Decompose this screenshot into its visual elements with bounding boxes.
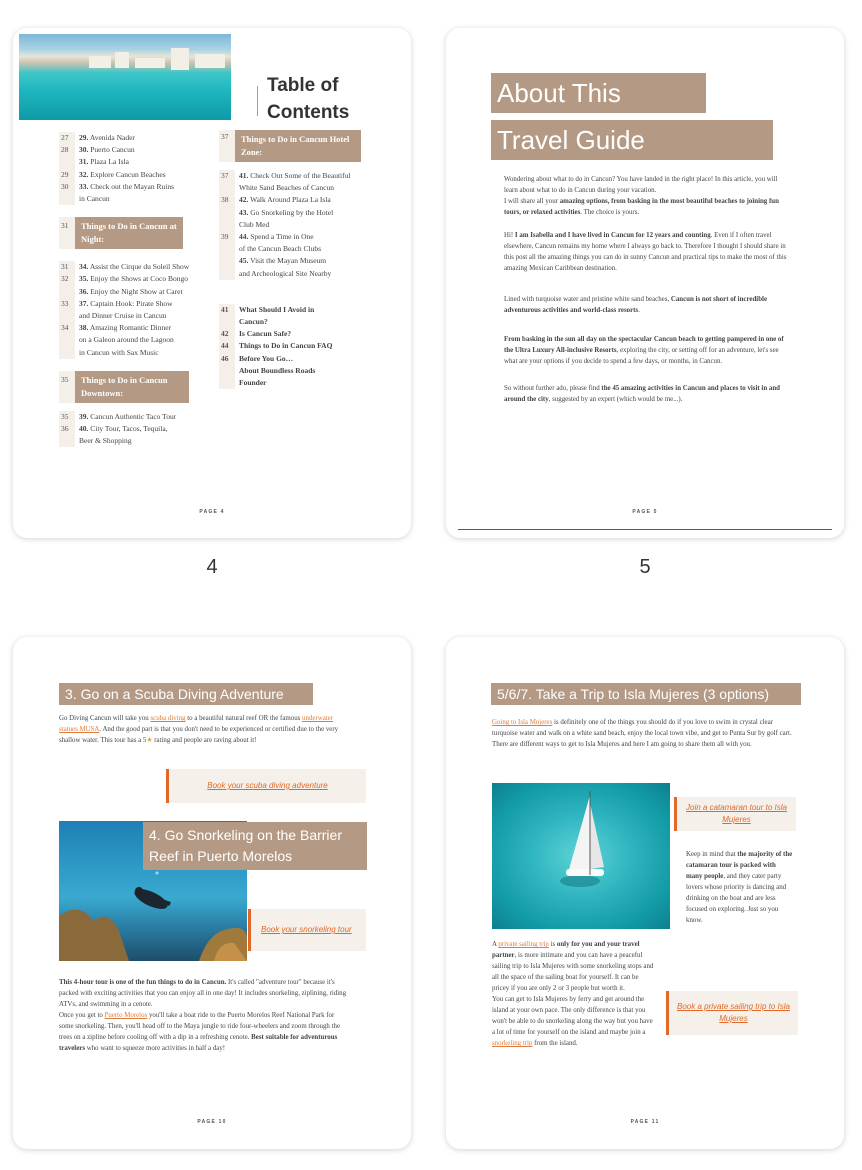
toc-entry-text	[235, 353, 293, 365]
toc-section-hotel[interactable]	[219, 130, 371, 162]
toc-entry-label: Assist the Cirque du Soleil Show	[89, 262, 190, 272]
toc-page-number: 37	[219, 170, 235, 182]
toc-entry-label: Club Med	[239, 219, 270, 229]
toc-entry-number: 34.	[79, 262, 89, 272]
toc-page-number	[219, 255, 235, 267]
star-icon: ★	[146, 737, 153, 744]
toc-entry-label: Beer & Shopping	[79, 436, 132, 446]
toc-entry[interactable]	[59, 156, 209, 168]
toc-entry-text	[235, 377, 267, 389]
toc-entry-text	[235, 255, 326, 267]
toc-entry-number: 44.	[239, 232, 249, 242]
page-card-10[interactable]	[13, 637, 411, 1149]
toc-entry[interactable]	[219, 377, 371, 389]
toc-entry-number: 41.	[239, 171, 249, 180]
toc-page-number: 32	[59, 273, 75, 285]
toc-entry-label: and Archeological Site Nearby	[239, 268, 332, 278]
about-title-line1: About This	[491, 73, 706, 113]
toc-entry-label: Explore Cancun Beaches	[90, 169, 166, 179]
toc-entry-label: Walk Around Plaza La Isla	[250, 195, 331, 205]
toc-page-number	[59, 156, 75, 168]
toc-entry-text	[75, 193, 110, 205]
toc-entry-text	[75, 310, 166, 322]
toc-entry[interactable]	[219, 365, 371, 377]
toc-entry[interactable]	[59, 132, 209, 144]
toc-page-number: 42	[219, 328, 235, 340]
toc-entry-number: 30.	[79, 145, 89, 155]
toc-entry-label: Things to Do in Cancun FAQ	[239, 341, 333, 351]
toc-page-number: 33	[59, 298, 75, 310]
toc-entry-text	[235, 316, 268, 328]
toc-page-number: 35	[59, 411, 75, 423]
toc-section-heading: Things to Do in Cancun Downtown:	[75, 371, 189, 403]
toc-page-number: 41	[219, 304, 235, 316]
toc-entry-label: What Should I Avoid in	[239, 304, 315, 314]
toc-entry-number: 29.	[79, 133, 89, 142]
private-sailing-paragraph: A private sailing trip is only for you and your travel partner, is more intimate and you can have a peaceful sailing trip to Isla Mujeres with some snorkeling stops and all the space of the sailing boat for yourself. It can be pricey if you are only 2 or 3 people but worth it. You can get to Isla Mujeres by ferry and get around the island at your own pace. The only difference is that you won't be able to do snorkeling along the way but you have a lot of time for yourself on the island and maybe join a snorkeling trip from the island.	[492, 941, 654, 1047]
section-heading-isla-mujeres: 5/6/7. Take a Trip to Isla Mujeres (3 options)	[491, 683, 801, 705]
toc-entry-label: Visit the Mayan Museum	[250, 256, 327, 266]
about-paragraph: Lined with turquoise water and pristine white sand beaches, Cancun is not short of incredible adventurous activities and world-class resorts.	[504, 296, 768, 314]
toc-entry[interactable]	[59, 273, 209, 285]
toc-entry-text	[75, 435, 132, 447]
toc-entry[interactable]	[59, 334, 209, 346]
toc-entry-text	[235, 340, 332, 352]
toc-entry-label: Cancun Authentic Taco Tour	[90, 411, 177, 421]
toc-entry-text	[75, 132, 135, 144]
puerto-morelos-link[interactable]: Puerto Morelos	[104, 1012, 148, 1019]
page-footer: PAGE 11	[630, 1119, 660, 1125]
page-card-11[interactable]	[446, 637, 844, 1149]
toc-entry-text	[75, 261, 189, 273]
isla-intro-paragraph: Going to Isla Mujeres is definitely one of the things you should do if you love to swim in crystal clear turquoise water and walk on a white sand beach, enjoy the local town vibe, and get to Punta Sur by golf cart. There are different ways to get to Isla Mujeres and here I am going to share them all with you.	[492, 719, 792, 748]
toc-entry-label: About Boundless Roads	[239, 365, 316, 375]
toc-title-line1: Table of	[267, 75, 339, 96]
toc-entry-text	[75, 423, 168, 435]
toc-page-number	[59, 286, 75, 298]
toc-entry[interactable]	[219, 316, 371, 328]
toc-column-right	[219, 130, 371, 389]
toc-entry[interactable]	[59, 261, 209, 273]
toc-entry-label: on a Galeon around the Lagoon	[79, 335, 174, 345]
toc-entry-label: Founder	[239, 378, 267, 388]
toc-entry[interactable]	[59, 310, 209, 322]
toc-page-number	[219, 377, 235, 389]
toc-entry[interactable]	[59, 435, 209, 447]
toc-entry-label: Check out the Mayan Ruins	[90, 181, 174, 191]
private-sailing-link[interactable]: private sailing trip	[498, 941, 549, 948]
toc-entry-number: 32.	[79, 169, 89, 179]
toc-entry-number: 39.	[79, 411, 89, 421]
toc-entry-text	[235, 231, 314, 243]
toc-entry-text	[75, 286, 183, 298]
about-paragraph: Hi! I am Isabella and I have lived in Cancun for 12 years and counting. Even if I often travel elsewhere, Cancun remains my home where I always go back to. Therefore I thought I should share in this post all the amazing things you can do in sunny Cancun and practical tips to make the most of this amazing Mexican Caribbean destination.	[504, 232, 787, 272]
toc-column-left	[59, 132, 209, 447]
toc-entry-label: Is Cancun Safe?	[239, 329, 292, 339]
toc-entry-label: Cancun?	[239, 317, 268, 327]
toc-entry[interactable]	[59, 181, 209, 193]
toc-entry-number: 38.	[79, 323, 89, 333]
toc-entry[interactable]	[219, 219, 371, 231]
page-footer: PAGE 5	[632, 509, 658, 515]
section-heading-scuba: 3. Go on a Scuba Diving Adventure	[59, 683, 313, 705]
toc-entry[interactable]	[59, 169, 209, 181]
toc-entry-number: 33.	[79, 181, 89, 191]
toc-entry-label: in Cancun	[79, 194, 110, 204]
musa-link[interactable]: underwater statues MUSA	[59, 715, 334, 733]
toc-section-night[interactable]	[59, 217, 209, 249]
toc-entry-number: 40.	[79, 424, 89, 434]
toc-entry-number: 45.	[239, 256, 249, 266]
toc-page-number: 39	[219, 231, 235, 243]
toc-entry-text	[75, 273, 188, 285]
toc-page-number: 35	[59, 371, 75, 403]
toc-entry-text	[235, 328, 291, 340]
toc-page-number: 29	[59, 169, 75, 181]
toc-entry-text	[235, 219, 269, 231]
toc-entry-text	[75, 169, 166, 181]
toc-entry-number: 36.	[79, 286, 89, 296]
toc-entry[interactable]	[59, 322, 209, 334]
book-private-sailing-button[interactable]: Book a private sailing trip to Isla Mujeres	[666, 991, 798, 1035]
toc-entry-text	[75, 298, 173, 310]
toc-entry-number: 31.	[79, 157, 89, 167]
toc-entry-label: Enjoy the Night Show at Caret	[90, 286, 183, 296]
about-title-line2: Travel Guide	[491, 120, 773, 160]
toc-entry-text	[235, 268, 331, 280]
toc-entry[interactable]	[219, 243, 371, 255]
page-footer: PAGE 4	[199, 509, 225, 515]
title-divider	[257, 86, 258, 116]
toc-entry-label: Go Snorkeling by the Hotel	[250, 207, 334, 217]
toc-entry-label: Spend a Time in One	[250, 232, 314, 242]
about-paragraph: So without further ado, please find the 45 amazing activities in Cancun and places to visit in and around the city, suggested by an expert (which would be me...).	[504, 385, 781, 403]
toc-page-number	[219, 316, 235, 328]
toc-entry-label: Before You Go…	[239, 353, 294, 363]
toc-page-number: 46	[219, 353, 235, 365]
page-label-5: 5	[639, 556, 651, 578]
toc-entry[interactable]	[219, 255, 371, 267]
page-footer: PAGE 10	[197, 1119, 227, 1125]
section-heading-snorkeling: 4. Go Snorkeling on the Barrier Reef in Puerto Morelos	[143, 822, 367, 870]
toc-page-number: 30	[59, 181, 75, 193]
toc-entry-label: Avenida Nader	[89, 133, 135, 142]
toc-entry[interactable]	[219, 268, 371, 280]
toc-entry-label: Check Out Some of the Beautiful	[250, 171, 351, 180]
page-card-5[interactable]	[446, 28, 844, 538]
toc-entry-label: Enjoy the Shows at Coco Bongo	[90, 274, 188, 284]
toc-entry[interactable]	[219, 340, 371, 352]
toc-page-number	[219, 207, 235, 219]
toc-entry[interactable]	[59, 144, 209, 156]
toc-entry[interactable]	[59, 298, 209, 310]
toc-page-number	[59, 310, 75, 322]
toc-page-number	[219, 219, 235, 231]
toc-page-number: 28	[59, 144, 75, 156]
toc-entry-label: and Dinner Cruise in Cancun	[79, 311, 167, 321]
scuba-diving-link[interactable]: scuba diving	[150, 715, 186, 722]
toc-entry-text	[235, 207, 333, 219]
toc-entry-text	[75, 322, 171, 334]
toc-entry-label: in Cancun with Sax Music	[79, 347, 159, 357]
toc-page-number: 31	[59, 261, 75, 273]
bottom-rule	[458, 529, 832, 530]
toc-entry-text	[75, 144, 135, 156]
toc-page-number: 37	[219, 130, 235, 162]
toc-page-number: 27	[59, 132, 75, 144]
toc-entry[interactable]	[59, 193, 209, 205]
toc-entry-text	[75, 181, 174, 193]
toc-entry[interactable]	[59, 347, 209, 359]
toc-entry-label: Plaza La Isla	[90, 157, 129, 167]
toc-entry[interactable]	[219, 328, 371, 340]
toc-entry[interactable]	[219, 231, 371, 243]
about-paragraph: From basking in the sun all day on the spectacular Cancun beach to getting pampered in one of the Ultra Luxury All-inclusive Resorts, exploring the city, or setting off for an adventure, let's see what are your options if you decide to spend a few days, or months, in Cancun.	[504, 336, 784, 365]
toc-page-number	[59, 334, 75, 346]
toc-entry-label: City Tour, Tacos, Tequila,	[90, 424, 168, 434]
toc-page-number	[219, 268, 235, 280]
toc-page-number	[219, 243, 235, 255]
toc-entry-label: Puerto Cancun	[90, 145, 135, 155]
toc-section-downtown[interactable]	[59, 371, 209, 403]
toc-entry-text	[75, 334, 174, 346]
snorkeling-paragraph: This 4-hour tour is one of the fun things to do in Cancun. It's called "adventure tour" because it's packed with exciting activities that you can enjoy all in one day! It includes snorkeling, ziplining, riding ATVs, and swimming in a cenote. Once you get to Puerto Morelos you'll take a boat ride to the Puerto Morelos Reef National Park for some snorkeling. Then, you'll head off to the Maya jungle to ride four-wheelers and zoom through the trees on a zipline before cooling off with a dip in a refreshing cenote. Best suitable for adventurous travelers who want to squeeze more activities in half a day!	[59, 979, 347, 1052]
toc-page-number: 34	[59, 322, 75, 334]
toc-entry-text	[235, 243, 321, 255]
toc-page-number	[219, 182, 235, 194]
about-paragraph: Wondering about what to do in Cancun? You have landed in the right place! In this article, you will learn about what to do in Cancun during your vacation. I will share all your amazing options, from basking in the most beautiful beaches to joining fun tours, or relaxed activities. The choice is yours.	[504, 176, 779, 216]
toc-entry-text	[75, 411, 176, 423]
toc-title-line2: Contents	[267, 102, 350, 123]
toc-entry[interactable]	[219, 304, 371, 316]
toc-entry[interactable]	[219, 207, 371, 219]
toc-entry-label: of the Cancun Beach Clubs	[239, 244, 322, 254]
snorkeling-trip-link[interactable]: snorkeling trip	[492, 1040, 533, 1047]
toc-entry[interactable]	[59, 423, 209, 435]
toc-page-number	[59, 435, 75, 447]
going-to-isla-link[interactable]: Going to Isla Mujeres	[492, 719, 553, 726]
toc-entry-text	[235, 182, 334, 194]
toc-page-number: 44	[219, 340, 235, 352]
toc-entry-label: Amazing Romantic Dinner	[89, 323, 172, 333]
book-scuba-button[interactable]: Book your scuba diving adventure	[166, 769, 366, 803]
toc-page-number	[59, 193, 75, 205]
scuba-paragraph: Go Diving Cancun will take you scuba diving to a beautiful natural reef OR the famous underwater statues MUSA. And the good part is that you don't need to be experienced or certified due to the very shallow water. This tour has a 5★ rating and people are raving about it!	[59, 715, 339, 744]
toc-entry-number: 43.	[239, 207, 249, 217]
toc-entry[interactable]	[59, 286, 209, 298]
toc-entry-text	[235, 365, 315, 377]
about-body	[504, 174, 792, 417]
join-catamaran-button[interactable]: Join a catamaran tour to Isla Mujeres	[674, 797, 796, 831]
toc-entry[interactable]	[219, 353, 371, 365]
catamaran-photo	[492, 783, 670, 929]
page-card-4[interactable]	[13, 28, 411, 538]
toc-entry[interactable]	[219, 170, 371, 182]
toc-entry-text	[75, 156, 129, 168]
toc-entry-number: 37.	[79, 298, 89, 308]
book-snorkeling-button[interactable]: Book your snorkeling tour	[248, 909, 366, 951]
toc-page-number: 31	[59, 217, 75, 249]
toc-page-number	[219, 365, 235, 377]
toc-entry[interactable]	[219, 194, 371, 206]
toc-entry[interactable]	[59, 411, 209, 423]
toc-title	[267, 72, 349, 126]
toc-entry[interactable]	[219, 182, 371, 194]
cancun-aerial-photo	[19, 34, 231, 120]
toc-entry-text	[235, 170, 350, 182]
toc-page-number	[59, 347, 75, 359]
toc-entry-text	[75, 347, 159, 359]
toc-entry-label: Captain Hook: Pirate Show	[90, 298, 173, 308]
page-label-4: 4	[206, 556, 218, 578]
toc-entry-text	[235, 194, 331, 206]
toc-entry-label: White Sand Beaches of Cancun	[239, 183, 334, 193]
toc-entry-number: 35.	[79, 274, 89, 284]
toc-section-heading: Things to Do in Cancun Hotel Zone:	[235, 130, 361, 162]
toc-page-number: 38	[219, 194, 235, 206]
toc-entry-number: 42.	[239, 195, 249, 205]
toc-entry-text	[235, 304, 314, 316]
toc-section-heading: Things to Do in Cancun at Night:	[75, 217, 183, 249]
catamaran-note: Keep in mind that the majority of the catamaran tour is packed with many people, and they cater party lovers whose priority is dancing and drinking on the boat and are less focused on exploring. Just so you know.	[686, 851, 793, 924]
toc-page-number: 36	[59, 423, 75, 435]
